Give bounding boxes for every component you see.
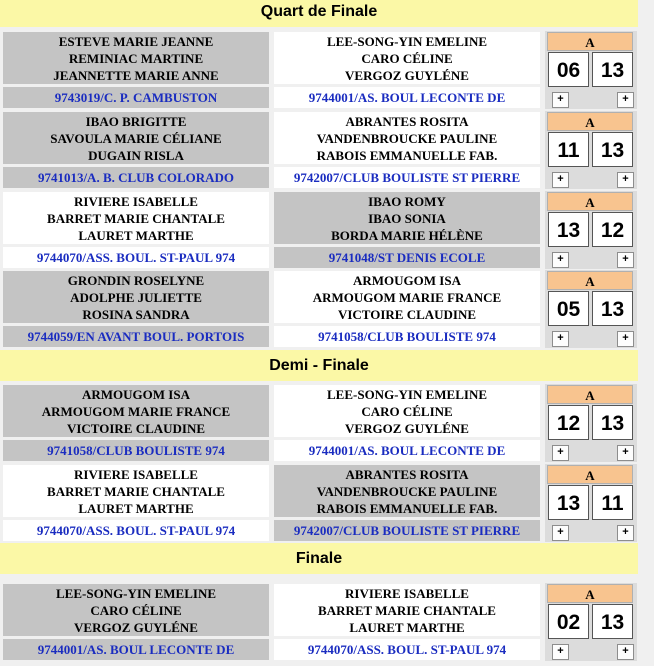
team1-players [3,112,269,164]
team1-increment-button[interactable]: + [552,252,569,268]
player-name: LAURET MARTHE [349,619,465,635]
player-name: VERGOZ GUYLÉNE [345,420,469,436]
team2-increment-button[interactable]: + [617,525,634,541]
section-header-demi: Demi - Finale [0,350,638,381]
team2-increment-button[interactable]: + [617,331,634,347]
match-label: A [547,271,633,290]
match-label: A [547,112,633,131]
player-name: RIVIERE ISABELLE [345,585,469,601]
player-name: RIVIERE ISABELLE [74,466,198,482]
player-name: LAURET MARTHE [78,227,194,243]
player-name: CARO CÉLINE [90,602,182,618]
player-name: BARRET MARIE CHANTALE [47,210,225,226]
team2-club: 9741048/ST DENIS ECOLE [274,247,540,268]
player-name: LEE-SONG-YIN EMELINE [327,33,487,49]
team1-score[interactable]: 12 [548,405,589,440]
team1-club: 9744001/AS. BOUL LECONTE DE [3,639,269,660]
player-name: ARMOUGOM MARIE FRANCE [312,289,502,305]
team1-players [3,32,269,84]
team1-increment-button[interactable]: + [552,525,569,541]
player-name: ABRANTES ROSITA [345,113,469,129]
team2-club: 9744070/ASS. BOUL. ST-PAUL 974 [274,639,540,660]
team2-increment-button[interactable]: + [617,252,634,268]
team1-club: 9744070/ASS. BOUL. ST-PAUL 974 [3,520,269,541]
player-name: IBAO SONIA [368,210,446,226]
team1-score[interactable]: 13 [548,212,589,247]
player-name: VICTOIRE CLAUDINE [337,306,477,322]
team2-club: 9742007/CLUB BOULISTE ST PIERRE [274,520,540,541]
team1-increment-button[interactable]: + [552,644,569,660]
player-name: ARMOUGOM MARIE FRANCE [41,403,231,419]
match-label: A [547,584,633,603]
player-name: RABOIS EMMANUELLE FAB. [316,147,498,163]
player-name: REMINIAC MARTINE [68,50,204,66]
match-label: A [547,32,633,51]
player-name: LEE-SONG-YIN EMELINE [327,386,487,402]
team2-increment-button[interactable]: + [617,172,634,188]
player-name: IBAO ROMY [368,193,446,209]
player-name: ESTEVE MARIE JEANNE [58,33,214,49]
team1-score[interactable]: 05 [548,291,589,326]
player-name: VICTOIRE CLAUDINE [66,420,206,436]
player-name: DUGAIN RISLA [88,147,184,163]
player-name: BARRET MARIE CHANTALE [47,483,225,499]
team1-score[interactable]: 02 [548,604,589,639]
team2-players [274,112,540,164]
team1-score[interactable]: 11 [548,132,589,167]
team1-players [3,192,269,244]
match-label: A [547,385,633,404]
team2-increment-button[interactable]: + [617,644,634,660]
team2-players [274,465,540,517]
team2-score[interactable]: 13 [592,132,633,167]
player-name: RIVIERE ISABELLE [74,193,198,209]
player-name: LAURET MARTHE [78,500,194,516]
team2-score[interactable]: 11 [592,485,633,520]
match-label: A [547,465,633,484]
team1-score[interactable]: 13 [548,485,589,520]
team2-score[interactable]: 13 [592,52,633,87]
team1-players [3,584,269,636]
player-name: VANDENBROUCKE PAULINE [316,130,498,146]
team1-club: 9741058/CLUB BOULISTE 974 [3,440,269,461]
section-header-finale: Finale [0,543,638,574]
team2-score[interactable]: 13 [592,604,633,639]
team2-players [274,385,540,437]
team1-increment-button[interactable]: + [552,331,569,347]
team1-players [3,271,269,323]
team1-club: 9741013/A. B. CLUB COLORADO [3,167,269,188]
team2-increment-button[interactable]: + [617,92,634,108]
team2-score[interactable]: 13 [592,291,633,326]
team2-club: 9741058/CLUB BOULISTE 974 [274,326,540,347]
player-name: BARRET MARIE CHANTALE [318,602,496,618]
player-name: VERGOZ GUYLÉNE [74,619,198,635]
player-name: IBAO BRIGITTE [85,113,187,129]
team1-score[interactable]: 06 [548,52,589,87]
team2-score[interactable]: 12 [592,212,633,247]
team2-players [274,584,540,636]
team1-increment-button[interactable]: + [552,92,569,108]
team2-score[interactable]: 13 [592,405,633,440]
team2-club: 9744001/AS. BOUL LECONTE DE [274,440,540,461]
player-name: CARO CÉLINE [361,403,453,419]
player-name: CARO CÉLINE [361,50,453,66]
player-name: GRONDIN ROSELYNE [67,272,205,288]
team2-players [274,192,540,244]
player-name: ADOLPHE JULIETTE [70,289,202,305]
team1-players [3,385,269,437]
player-name: SAVOULA MARIE CÉLIANE [50,130,222,146]
team1-club: 9744070/ASS. BOUL. ST-PAUL 974 [3,247,269,268]
team1-increment-button[interactable]: + [552,445,569,461]
match-label: A [547,192,633,211]
player-name: ABRANTES ROSITA [345,466,469,482]
team2-club: 9744001/AS. BOUL LECONTE DE [274,87,540,108]
team1-club: 9743019/C. P. CAMBUSTON [3,87,269,108]
player-name: VERGOZ GUYLÉNE [345,67,469,83]
player-name: RABOIS EMMANUELLE FAB. [316,500,498,516]
team2-increment-button[interactable]: + [617,445,634,461]
player-name: BORDA MARIE HÉLÈNE [331,227,483,243]
team1-players [3,465,269,517]
team1-club: 9744059/EN AVANT BOUL. PORTOIS [3,326,269,347]
team2-players [274,271,540,323]
player-name: JEANNETTE MARIE ANNE [53,67,219,83]
player-name: ROSINA SANDRA [82,306,190,322]
section-header-quart: Quart de Finale [0,0,638,27]
team1-increment-button[interactable]: + [552,172,569,188]
player-name: ARMOUGOM ISA [82,386,190,402]
player-name: ARMOUGOM ISA [353,272,461,288]
player-name: VANDENBROUCKE PAULINE [316,483,498,499]
team2-players [274,32,540,84]
team2-club: 9742007/CLUB BOULISTE ST PIERRE [274,167,540,188]
player-name: LEE-SONG-YIN EMELINE [56,585,216,601]
